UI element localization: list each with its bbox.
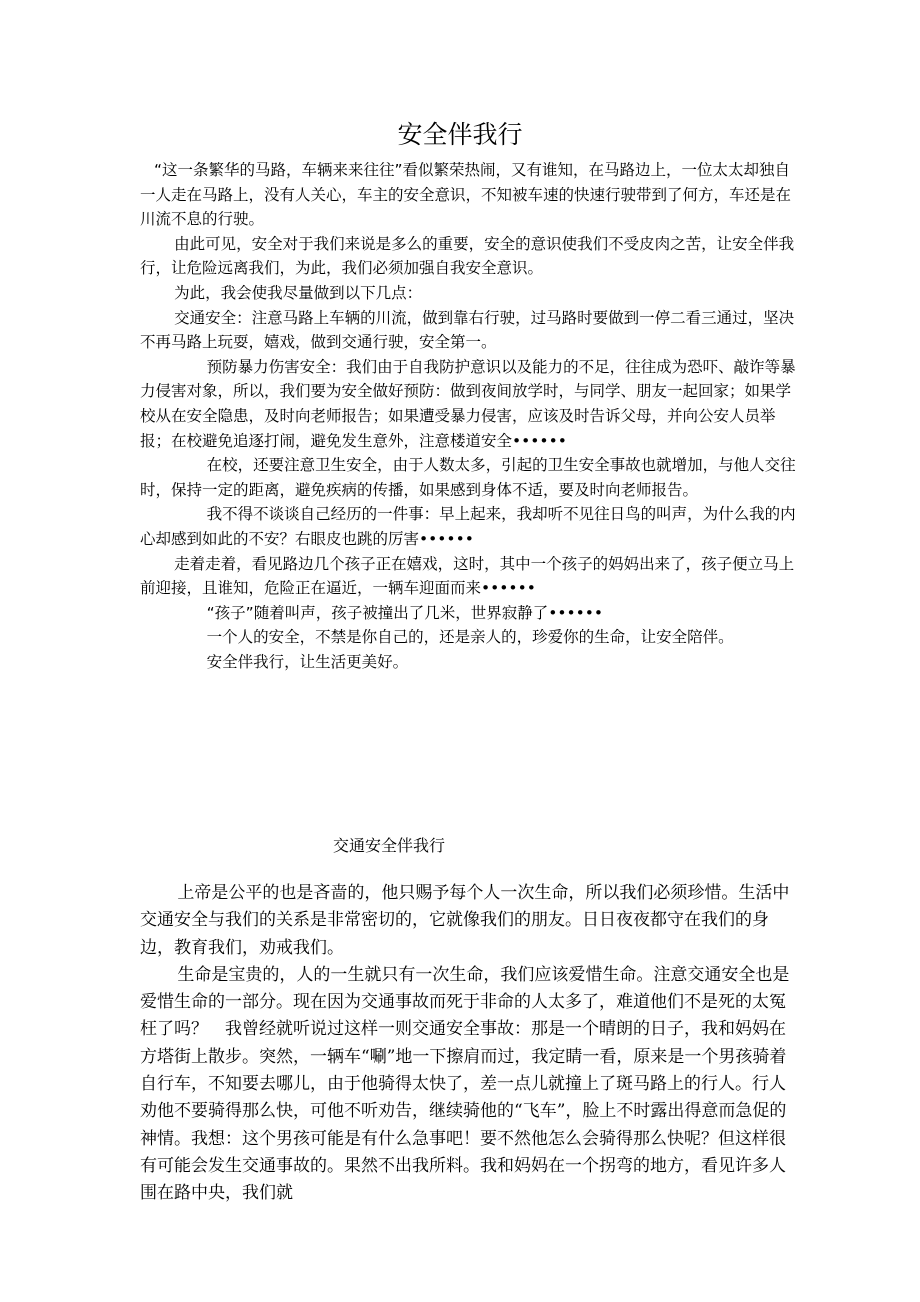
essay1-paragraph: 安全伴我行，让生活更美好。 — [206, 652, 409, 671]
essay1-body — [140, 158, 800, 674]
essay2-paragraph: 上帝是公平的也是吝啬的，他只赐予每个人一次生命，所以我们必须珍惜。生活中交通安全与我们的关系是非常密切的，它就像我们的朋友。日日夜夜都守在我们的身边，教育我们，劝戒我们。 — [140, 883, 790, 958]
essay2-paragraph: 生命是宝贵的，人的一生就只有一次生命，我们应该爱惜生命。注意交通安全也是爱惜生命的一部分。现在因为交通事故而死于非命的人太多了，难道他们不是死的太冤枉了吗？ 我曾经就听说过这样一则交通安全事故：那是一个晴朗的日子，我和妈妈在方塔街上散步。突然，一辆车“唰”地一下擦肩而过，我定睛一看，原来是一个男孩骑着自行车，不知要去哪儿，由于他骑得太快了，差一点儿就撞上了斑马路上的行人。行人劝他不要骑得那么快，可他不听劝告，继续骑他的“飞车”，脸上不时露出得意而急促的神情。我想：这个男孩可能是有什么急事吧！要不然他怎么会骑得那么快呢？但这样很有可能会发生交通事故的。果然不出我所料。我和妈妈在一个拐弯的地方，看见许多人围在路中央，我们就 — [140, 964, 790, 1204]
essay1-paragraph: 交通安全：注意马路上车辆的川流，做到靠右行驶，过马路时要做到一停二看三通过，坚决不再马路上玩耍，嬉戏，做到交通行驶，安全第一。 — [140, 308, 795, 352]
essay1-title: 安全伴我行 — [397, 120, 523, 149]
essay1-paragraph: 一个人的安全，不禁是你自己的，还是亲人的，珍爱你的生命，让安全陪伴。 — [206, 628, 734, 647]
essay1-paragraph: 走着走着，看见路边几个孩子正在嬉戏，这时，其中一个孩子的妈妈出来了，孩子便立马上前迎接，且谁知，危险正在逼近，一辆车迎面而来•••••• — [140, 554, 795, 598]
essay2-title: 交通安全伴我行 — [333, 836, 446, 855]
essay1-paragraph: 在校，还要注意卫生安全，由于人数太多，引起的卫生安全事故也就增加，与他人交往时，保持一定的距离，避免疾病的传播，如果感到身体不适，要及时向老师报告。 — [140, 456, 796, 499]
essay1-paragraph: 我不得不谈谈自己经历的一件事：早上起来，我却听不见往日鸟的叫声，为什么我的内心却感到如此的不安？右眼皮也跳的厉害•••••• — [140, 505, 796, 548]
essay1-paragraph: “这一条繁华的马路，车辆来来往往”看似繁荣热闹，又有谁知，在马路边上，一位太太却独自一人走在马路上，没有人关心，车主的安全意识，不知被车速的快速行驶带到了何方，车还是在川流不息的行驶。 — [140, 161, 792, 229]
essay1-paragraph: 由此可见，安全对于我们来说是多么的重要，安全的意识使我们不受皮肉之苦，让安全伴我行，让危险远离我们，为此，我们必须加强自我安全意识。 — [140, 234, 795, 278]
essay1-paragraph: 为此，我会使我尽量做到以下几点： — [174, 283, 423, 302]
essay1-paragraph: “孩子”随着叫声，孩子被撞出了几米，世界寂静了•••••• — [206, 603, 604, 622]
essay1-paragraph: 预防暴力伤害安全：我们由于自我防护意识以及能力的不足，往往成为恐吓、敲诈等暴力侵害对象，所以，我们要为安全做好预防：做到夜间放学时，与同学、朋友一起回家；如果学校从在安全隐患，及时向老师报告；如果遭受暴力侵害，应该及时告诉父母，并向公安人员举报；在校避免追逐打闹，避免发生意外，注意楼道安全•••••• — [140, 357, 796, 450]
essay2-body — [140, 880, 790, 1208]
